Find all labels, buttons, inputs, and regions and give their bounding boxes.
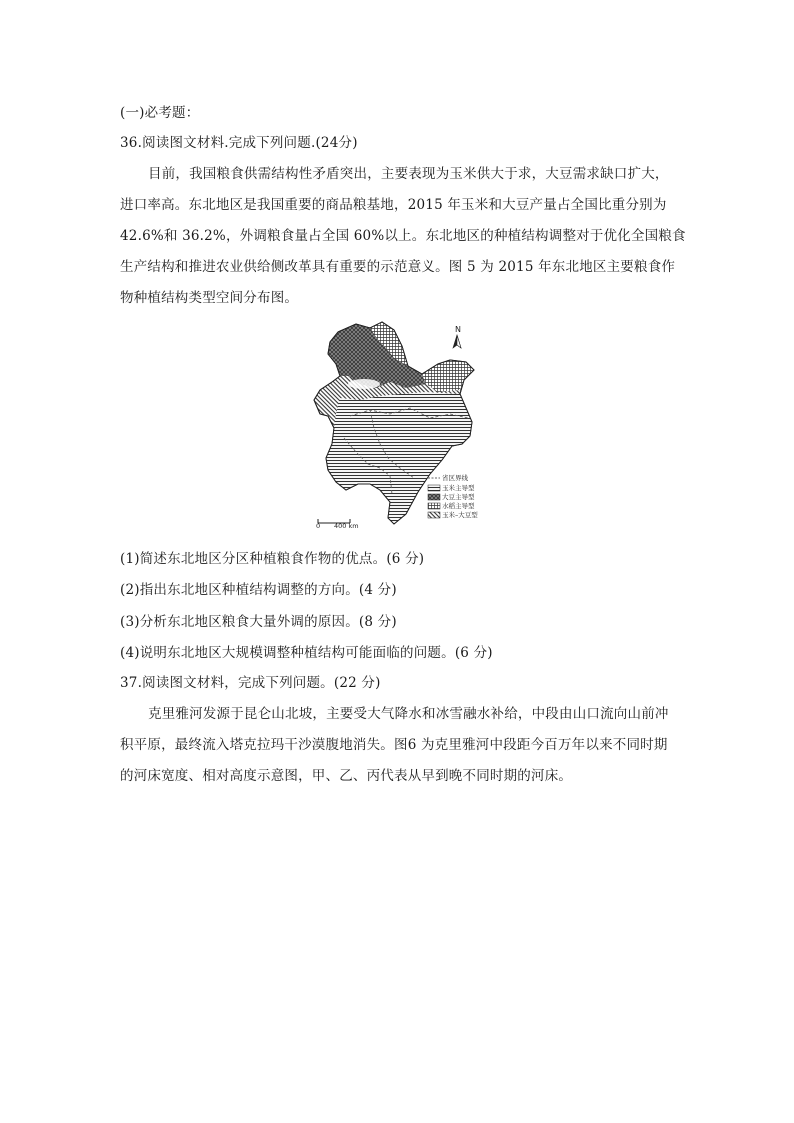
scale-bar [316,519,359,530]
svg-text:0: 0 [316,522,321,530]
q36-question-1: (1)简述东北地区分区种植粮食作物的优点。(6 分) [120,551,425,567]
legend-label-corn-soybean: 玉米–大豆型 [442,511,478,519]
q37-para-line-1: 克里雅河发源于昆仑山北坡，主要受大气降水和冰雪融水补给，中段由山口流向山前冲 [148,706,669,722]
q36-para-line-5: 物种植结构类型空间分布图。 [120,290,299,306]
q36-question-3: (3)分析东北地区粮食大量外调的原因。(8 分) [120,614,397,630]
legend-label-rice: 水稻主导型 [442,502,475,510]
map-legend [428,473,478,519]
q36-para-line-2: 进口率高。东北地区是我国重要的商品粮基地，2015 年玉米和大豆产量占全国比重分别为 [120,197,667,213]
map-svg [310,318,500,540]
northeast-crop-map [310,318,500,540]
q37-title: 37.阅读图文材料，完成下列问题。(22 分) [120,675,381,691]
section-heading: (一)必考题： [120,105,200,121]
svg-text:N: N [455,325,461,334]
q36-question-4: (4)说明东北地区大规模调整种植结构可能面临的问题。(6 分) [120,645,493,661]
q36-para-line-3: 42.6%和 36.2%，外调粮食量占全国 60%以上。东北地区的种植结构调整对于优化全国粮食 [120,228,686,244]
legend-label-boundary: 省区界线 [442,474,468,482]
q36-title: 36.阅读图文材料.完成下列问题.(24分) [120,135,358,151]
q36-question-2: (2)指出东北地区种植结构调整的方向。(4 分) [120,582,397,598]
q36-para-line-1: 目前，我国粮食供需结构性矛盾突出，主要表现为玉米供大于求，大豆需求缺口扩大， [148,166,669,182]
legend-label-corn: 玉米主导型 [442,484,475,492]
q37-para-line-3: 的河床宽度、相对高度示意图，甲、乙、丙代表从早到晚不同时期的河床。 [120,768,573,784]
legend-label-soybean: 大豆主导型 [442,493,475,501]
svg-text:400 km: 400 km [334,522,359,530]
q37-para-line-2: 积平原，最终流入塔克拉玛干沙漠腹地消失。图6 为克里雅河中段距今百万年以来不同时期 [120,737,668,753]
q36-para-line-4: 生产结构和推进农业供给侧改革具有重要的示范意义。图 5 为 2015 年东北地区主要粮食作 [120,259,676,275]
north-arrow-icon [453,325,461,348]
